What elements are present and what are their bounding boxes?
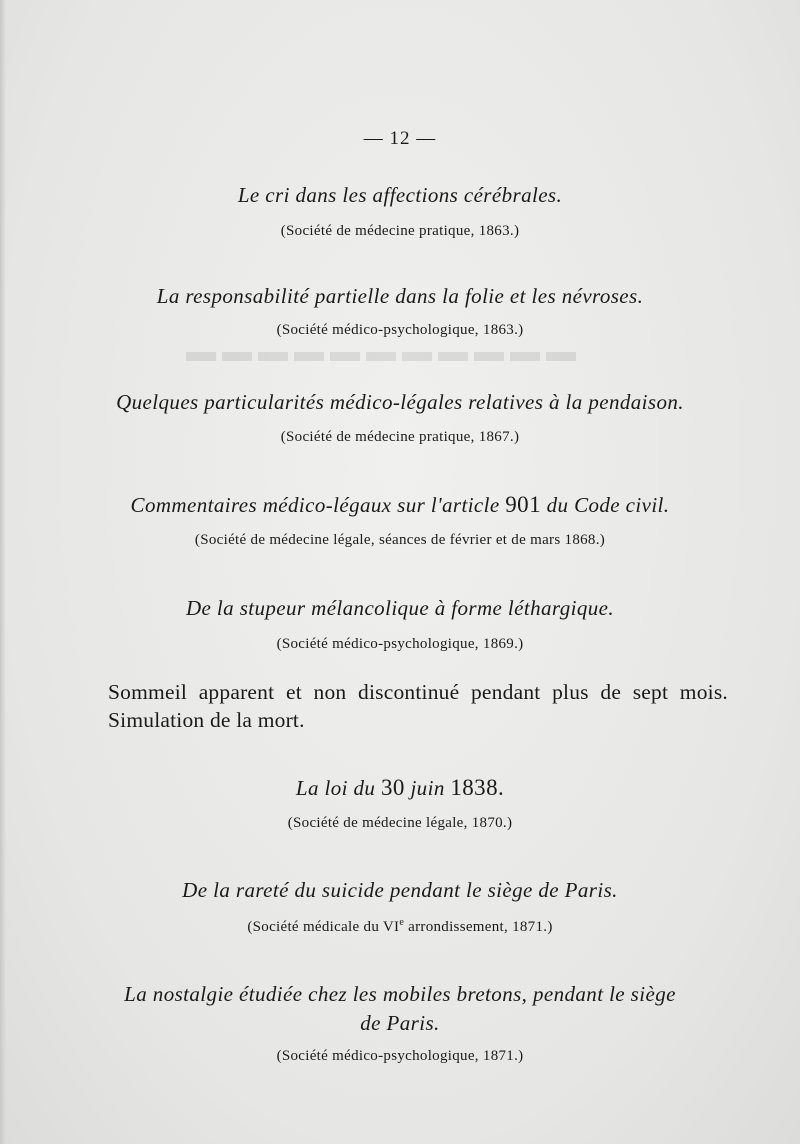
paragraph-line: Sommeil apparent et non discontinué pendant plus de sept mois.: [108, 680, 728, 704]
entry-title: La responsabilité partielle dans la folie et les névroses.: [156, 284, 644, 308]
entry-source: [0, 917, 800, 936]
entry-source: (Société de médecine légale, séances de février et de mars 1868.): [194, 532, 606, 548]
entry-title: De la rareté du suicide pendant le siège de Paris.: [182, 878, 618, 902]
entry-title-line: La nostalgie étudiée chez les mobiles bretons, pendant le siège: [124, 982, 676, 1006]
entry-source: (Société de médecine pratique, 1867.): [280, 429, 520, 445]
entry-title-part: Commentaires médico-légaux sur l'article: [130, 493, 506, 517]
entry-title: [0, 775, 800, 801]
entry-source: (Société de médecine pratique, 1863.): [280, 223, 520, 239]
entry-title: Le cri dans les affections cérébrales.: [237, 183, 563, 207]
entry-title: [0, 492, 800, 518]
entry-title-line: de Paris.: [360, 1011, 440, 1035]
paragraph-line: Simulation de la mort.: [108, 708, 305, 732]
body-paragraph: [108, 678, 728, 734]
entry-source: (Société médico-psychologique, 1871.): [276, 1048, 524, 1064]
entry-title-part: juin: [404, 776, 451, 800]
entry-title-part: La loi du: [295, 776, 381, 800]
entry-source: (Société médico-psychologique, 1863.): [276, 322, 524, 338]
entry-source: (Société de médecine légale, 1870.): [287, 815, 513, 831]
entry-source-part: (Société médicale du VI: [247, 919, 400, 935]
entry-source-part: arrondissement, 1871.): [404, 919, 553, 935]
page-number: — 12 —: [363, 128, 437, 149]
superscript: e: [399, 917, 405, 928]
entry-title-part: du Code civil.: [540, 493, 670, 517]
bleed-through-mark: ▬▬▬▬▬▬▬▬▬▬▬: [180, 335, 576, 368]
entry-title: De la stupeur mélancolique à forme léthargique.: [185, 596, 615, 620]
day-number: 30: [380, 775, 405, 800]
year-number: 1838.: [450, 775, 505, 800]
entry-title: Quelques particularités médico-légales relatives à la pendaison.: [116, 390, 684, 414]
page-fold-shadow: [0, 0, 6, 1144]
entry-source: (Société médico-psychologique, 1869.): [276, 636, 524, 652]
article-number: 901: [505, 492, 541, 517]
